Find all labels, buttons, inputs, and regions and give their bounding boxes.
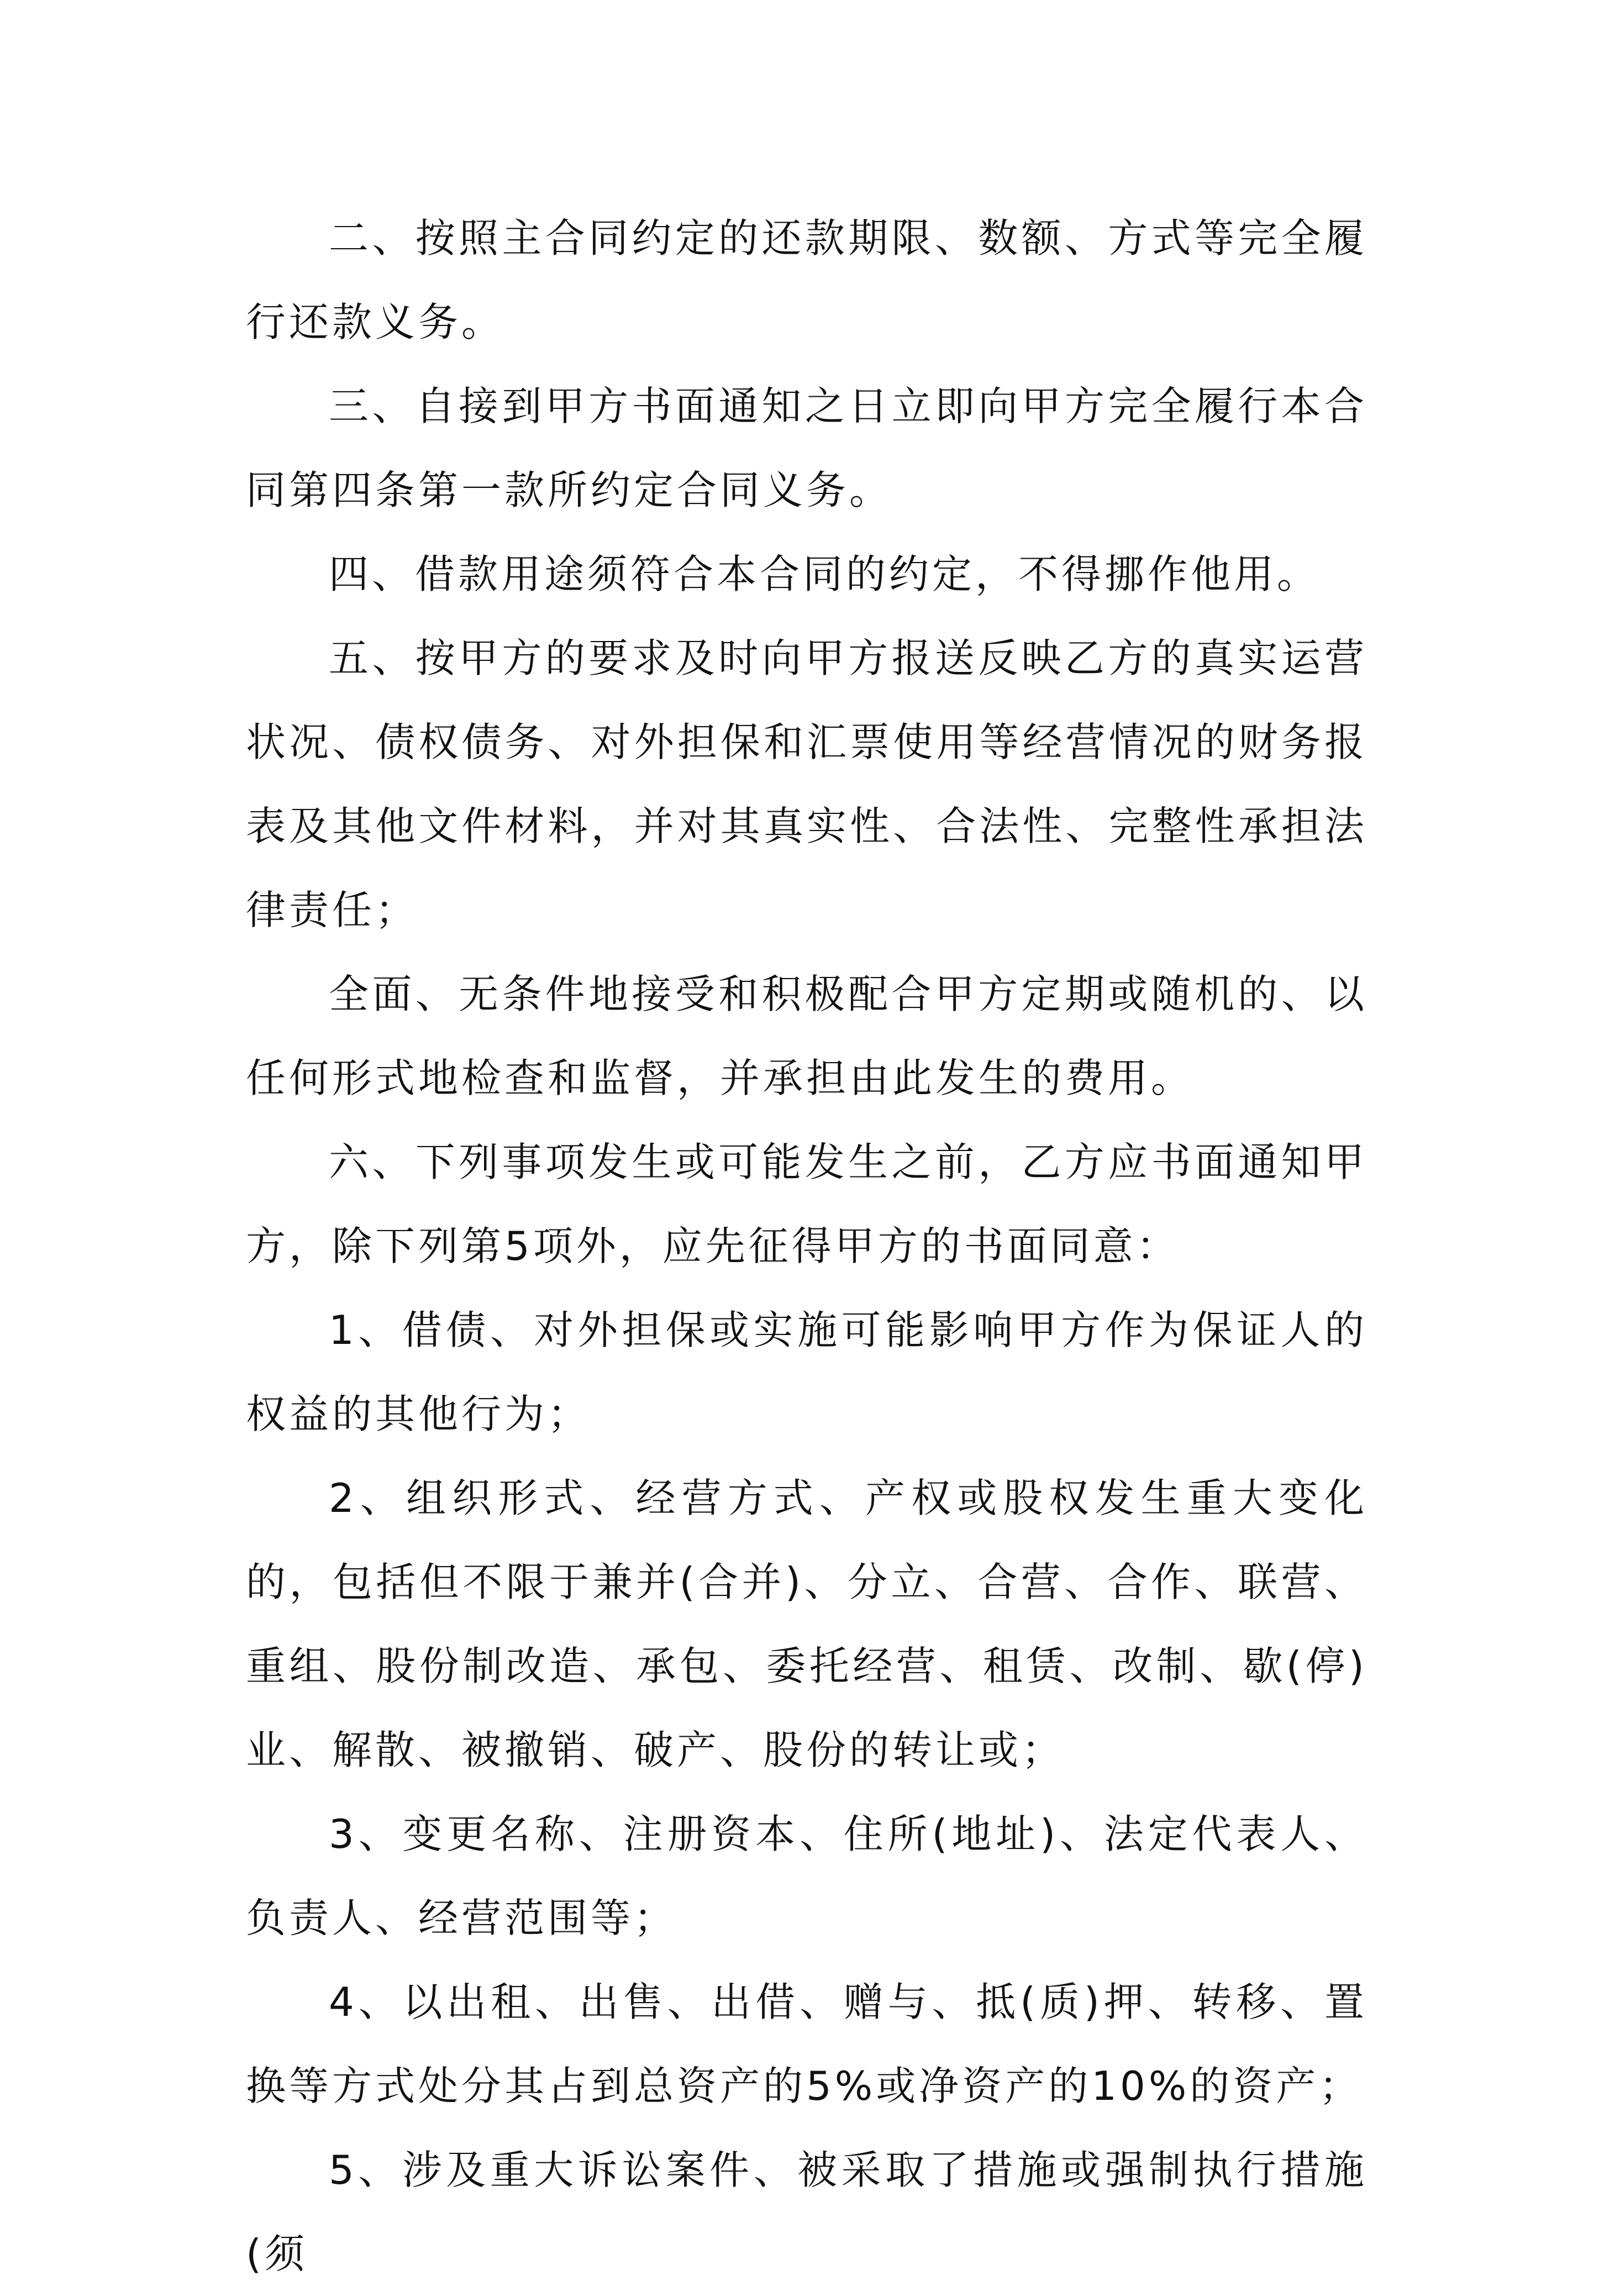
paragraph-item-2: 2、组织形式、经营方式、产权或股权发生重大变化的，包括但不限于兼并(合并)、分立、合营、合作、联营、重组、股份制改造、承包、委托经营、租赁、改制、歇(停)业、解散、被撤销、破产、股份的转让或；: [246, 1475, 1367, 1773]
document-body: [246, 196, 1367, 2296]
paragraph-item-4: 4、以出租、出售、出借、赠与、抵(质)押、转移、置换等方式处分其占到总资产的5%或净资产的10%的资产；: [246, 1979, 1367, 2109]
paragraph-notification-matters: 六、下列事项发生或可能发生之前，乙方应书面通知甲方，除下列第5项外，应先征得甲方的书面同意：: [246, 1139, 1367, 1269]
paragraph-loan-purpose: 四、借款用途须符合本合同的约定，不得挪作他用。: [329, 551, 1321, 597]
paragraph-repayment-duty: 二、按照主合同约定的还款期限、数额、方式等完全履行还款义务。: [246, 215, 1367, 345]
paragraph-item-1: 1、借债、对外担保或实施可能影响甲方作为保证人的权益的其他行为；: [246, 1307, 1367, 1437]
paragraph-inspection-supervision: 全面、无条件地接受和积极配合甲方定期或随机的、以任何形式地检查和监督，并承担由此发生的费用。: [246, 971, 1367, 1101]
paragraph-item-5: 5、涉及重大诉讼案件、被采取了措施或强制执行措施(须: [246, 2147, 1367, 2277]
paragraph-financial-reports: 五、按甲方的要求及时向甲方报送反映乙方的真实运营状况、债权债务、对外担保和汇票使用等经营情况的财务报表及其他文件材料，并对其真实性、合法性、完整性承担法律责任；: [246, 635, 1367, 933]
paragraph-perform-on-notice: 三、自接到甲方书面通知之日立即向甲方完全履行本合同第四条第一款所约定合同义务。: [246, 383, 1367, 513]
paragraph-item-3: 3、变更名称、注册资本、住所(地址)、法定代表人、负责人、经营范围等；: [246, 1811, 1367, 1941]
